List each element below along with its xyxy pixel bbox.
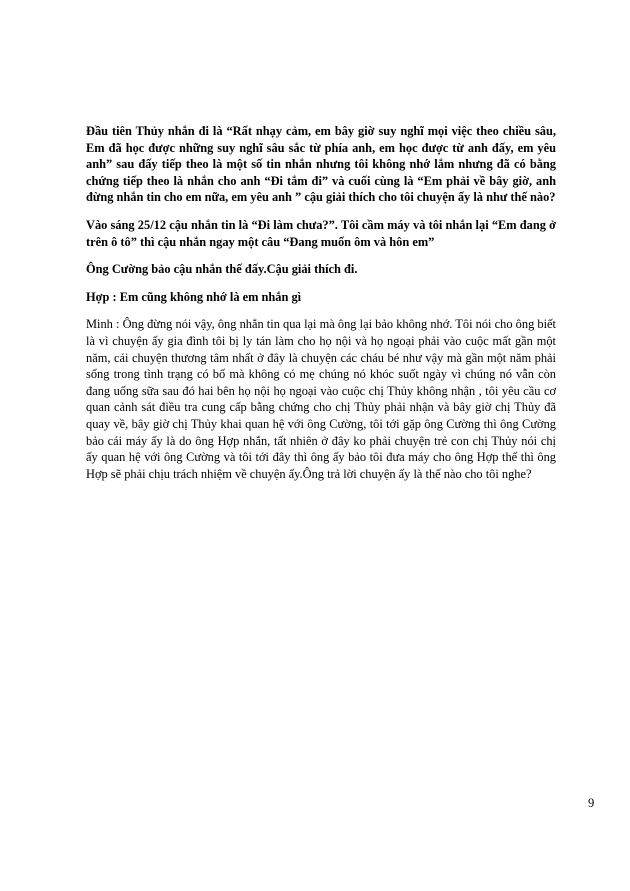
paragraph-thuy-messages: Đầu tiên Thủy nhắn đi là “Rất nhạy cảm, em bây giờ suy nghĩ mọi việc theo chiều sâu, Em đã học được những suy nghĩ sâu sắc từ phía anh, em học được từ anh đấy, em yêu anh” sau đấy tiếp theo là một số tin nhắn nhưng tôi không nhớ lắm nhưng đã có bằng chứng tiếp theo là nhắn cho anh “Đi tắm đi” và cuối cùng là “Em phải về bây giờ, anh đừng nhắn tin cho em nữa, em yêu anh ” cậu giải thích cho tôi chuyện ấy là như thế nào?	[86, 124, 556, 205]
page-number: 9	[588, 796, 595, 810]
page-content	[86, 123, 556, 482]
paragraph-morning-message: Vào sáng 25/12 cậu nhắn tin là “Đi làm chưa?”. Tôi cầm máy và tôi nhắn lại “Em đang ở trên ô tô” thì cậu nhắn ngay một câu “Đang muốn ôm và hôn em”	[86, 217, 556, 249]
paragraph-minh-statement: Minh : Ông đừng nói vậy, ông nhắn tin qua lại mà ông lại bảo không nhớ. Tôi nói cho ông biết là vì chuyện ấy gia đình tôi bị ly tán làm cho họ nội và họ ngoại phải vào cuộc mất gần một năm, cái chuyện thương tâm nhất ở đây là chuyện các cháu bé như vậy mà gần một năm phải sống trong tình trạng có bố mà không có mẹ chúng nó khóc suốt ngày vì chúng nó vẫn còn đang uống sữa sau đó hai bên họ nội họ ngoại vào cuộc chị Thủy không nhận , tôi yêu cầu cơ quan cảnh sát điều tra cung cấp bằng chứng cho chị Thủy phải nhận và bây giờ chị Thủy đã quay về, bây giờ chị Thủy khai quan hệ với ông Cường, tôi tới gặp ông Cường thì ông Cường bảo cái máy ấy là do ông Hợp nhắn, tất nhiên ở đây ko phải chuyện trẻ con chị Thủy nói chị ấy quan hệ với ông Cường và tôi tới đây thì ông ấy bảo tôi đưa máy cho ông Hợp thế thì ông Hợp sẽ phải chịu trách nhiệm về chuyện ấy.Ông trả lời chuyện ấy là thế nào cho tôi nghe?	[86, 317, 556, 481]
paragraph-cuong-request: Ông Cường bảo cậu nhắn thế đấy.Cậu giải thích đi.	[86, 262, 358, 277]
paragraph-hop-reply: Hợp : Em cũng không nhớ là em nhắn gì	[86, 289, 302, 304]
